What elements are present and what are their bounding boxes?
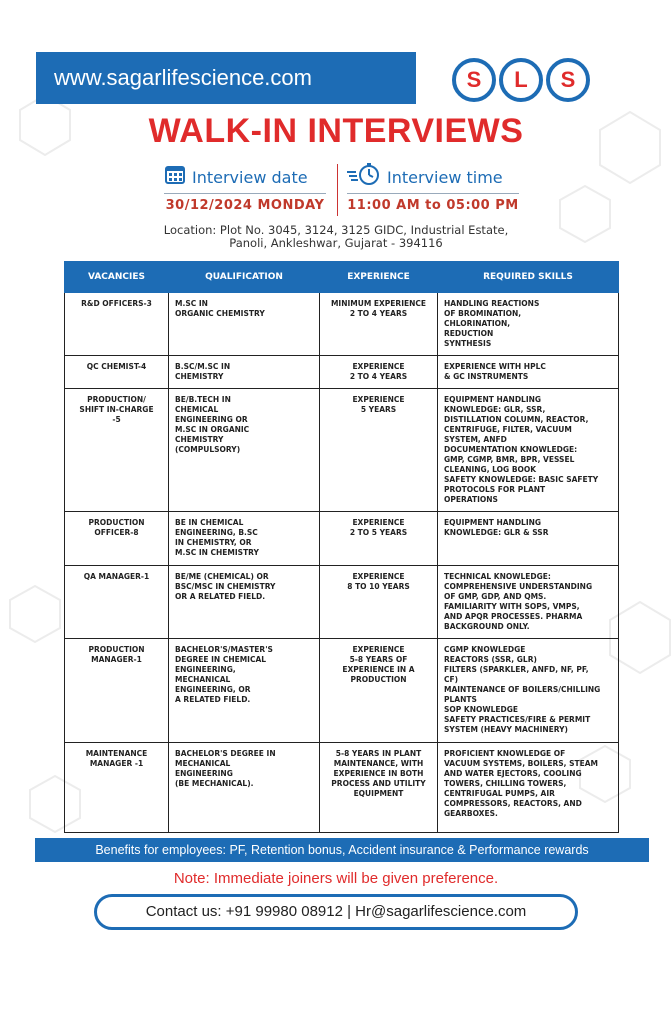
sls-logo — [452, 58, 590, 102]
location-address — [0, 224, 672, 250]
table-row — [65, 293, 619, 356]
cell-vacancy: QC CHEMIST-4 — [65, 356, 169, 389]
cell-experience: EXPERIENCE 5-8 YEARS OF EXPERIENCE IN A PRODUCTION — [320, 639, 438, 743]
cell-qualification: B.SC/M.SC IN CHEMISTRY — [169, 356, 320, 389]
header-required-skills: REQUIRED SKILLS — [438, 262, 619, 293]
cell-qualification: BE IN CHEMICAL ENGINEERING, B.SC IN CHEMISTRY, OR M.SC IN CHEMISTRY — [169, 512, 320, 566]
page-title: WALK-IN INTERVIEWS — [148, 112, 524, 150]
joiners-note: Note: Immediate joiners will be given preference. — [173, 870, 499, 887]
logo-letter-l: L — [499, 58, 543, 102]
contact-info[interactable]: Contact us: +91 99980 08912 | Hr@sagarlifescience.com — [94, 894, 578, 930]
interview-info — [0, 163, 672, 221]
cell-vacancy: PRODUCTION MANAGER-1 — [65, 639, 169, 743]
cell-qualification: BACHELOR'S/MASTER'S DEGREE IN CHEMICAL ENGINEERING, MECHANICAL ENGINEERING, OR A RELATED FIELD. — [169, 639, 320, 743]
cell-vacancy: MAINTENANCE MANAGER -1 — [65, 743, 169, 833]
cell-experience: EXPERIENCE 2 TO 4 YEARS — [320, 356, 438, 389]
divider — [164, 193, 326, 194]
table-row — [65, 566, 619, 639]
table-row — [65, 743, 619, 833]
cell-qualification: BACHELOR'S DEGREE IN MECHANICAL ENGINEERING (BE MECHANICAL). — [169, 743, 320, 833]
logo-letter-s2: S — [546, 58, 590, 102]
cell-skills: HANDLING REACTIONS OF BROMINATION, CHLORINATION, REDUCTION SYNTHESIS — [438, 293, 619, 356]
cell-skills: TECHNICAL KNOWLEDGE: COMPREHENSIVE UNDERSTANDING OF GMP, GDP, AND QMS. FAMILIARITY WITH SOPS, VMPS, AND APQR PROCESSES. PHARMA BACKGROUND ONLY. — [438, 566, 619, 639]
table-row — [65, 356, 619, 389]
interview-date-block — [164, 163, 326, 221]
cell-experience: 5-8 YEARS IN PLANT MAINTENANCE, WITH EXPERIENCE IN BOTH PROCESS AND UTILITY EQUIPMENT — [320, 743, 438, 833]
table-row — [65, 389, 619, 512]
info-divider — [337, 164, 338, 216]
cell-qualification: BE/B.TECH IN CHEMICAL ENGINEERING OR M.SC IN ORGANIC CHEMISTRY (COMPULSORY) — [169, 389, 320, 512]
vacancies-table — [64, 261, 619, 833]
header-vacancies: VACANCIES — [65, 262, 169, 293]
interview-date-label: Interview date — [192, 168, 308, 187]
cell-vacancy: QA MANAGER-1 — [65, 566, 169, 639]
cell-experience: EXPERIENCE 5 YEARS — [320, 389, 438, 512]
interview-time-value: 11:00 AM to 05:00 PM — [347, 198, 519, 213]
interview-time-label: Interview time — [387, 168, 503, 187]
calendar-icon — [164, 163, 186, 194]
cell-skills: EQUIPMENT HANDLING KNOWLEDGE: GLR, SSR, DISTILLATION COLUMN, REACTOR, CENTRIFUGE, FILTER, VACUUM SYSTEM, ANFD DOCUMENTATION KNOWLEDGE: GMP, CGMP, BMR, BPR, VESSEL CLEANING, LOG BOOK SAFETY KNOWLEDGE: BASIC SAFETY PROTOCOLS FOR PLANT OPERATIONS — [438, 389, 619, 512]
cell-experience: EXPERIENCE 8 TO 10 YEARS — [320, 566, 438, 639]
cell-skills: CGMP KNOWLEDGE REACTORS (SSR, GLR) FILTERS (SPARKLER, ANFD, NF, PF, CF) MAINTENANCE OF BOILERS/CHILLING PLANTS SOP KNOWLEDGE SAFETY PRACTICES/FIRE & PERMIT SYSTEM (HEAVY MACHINERY) — [438, 639, 619, 743]
cell-skills: EQUIPMENT HANDLING KNOWLEDGE: GLR & SSR — [438, 512, 619, 566]
benefits-banner: Benefits for employees: PF, Retention bonus, Accident insurance & Performance rewards — [35, 838, 649, 862]
cell-skills: EXPERIENCE WITH HPLC & GC INSTRUMENTS — [438, 356, 619, 389]
cell-qualification: BE/ME (CHEMICAL) OR BSC/MSC IN CHEMISTRY OR A RELATED FIELD. — [169, 566, 320, 639]
cell-vacancy: R&D OFFICERS-3 — [65, 293, 169, 356]
logo-letter-s1: S — [452, 58, 496, 102]
cell-qualification: M.SC IN ORGANIC CHEMISTRY — [169, 293, 320, 356]
cell-experience: MINIMUM EXPERIENCE 2 TO 4 YEARS — [320, 293, 438, 356]
table-header-row — [65, 262, 619, 293]
location-line-2: Panoli, Ankleshwar, Gujarat - 394116 — [229, 236, 443, 250]
header-qualification: QUALIFICATION — [169, 262, 320, 293]
stopwatch-icon — [347, 163, 381, 194]
location-line-1: Location: Plot No. 3045, 3124, 3125 GIDC, Industrial Estate, — [163, 223, 509, 237]
cell-vacancy: PRODUCTION/ SHIFT IN-CHARGE -5 — [65, 389, 169, 512]
website-banner[interactable]: www.sagarlifescience.com — [36, 52, 416, 104]
cell-skills: PROFICIENT KNOWLEDGE OF VACUUM SYSTEMS, BOILERS, STEAM AND WATER EJECTORS, COOLING TOWERS, CHILLING TOWERS, CENTRIFUGAL PUMPS, AIR COMPRESSORS, REACTORS, AND GEARBOXES. — [438, 743, 619, 833]
interview-date-value: 30/12/2024 MONDAY — [165, 198, 325, 213]
cell-vacancy: PRODUCTION OFFICER-8 — [65, 512, 169, 566]
table-row — [65, 639, 619, 743]
table-row — [65, 512, 619, 566]
interview-time-block — [347, 163, 519, 221]
cell-experience: EXPERIENCE 2 TO 5 YEARS — [320, 512, 438, 566]
header-experience: EXPERIENCE — [320, 262, 438, 293]
